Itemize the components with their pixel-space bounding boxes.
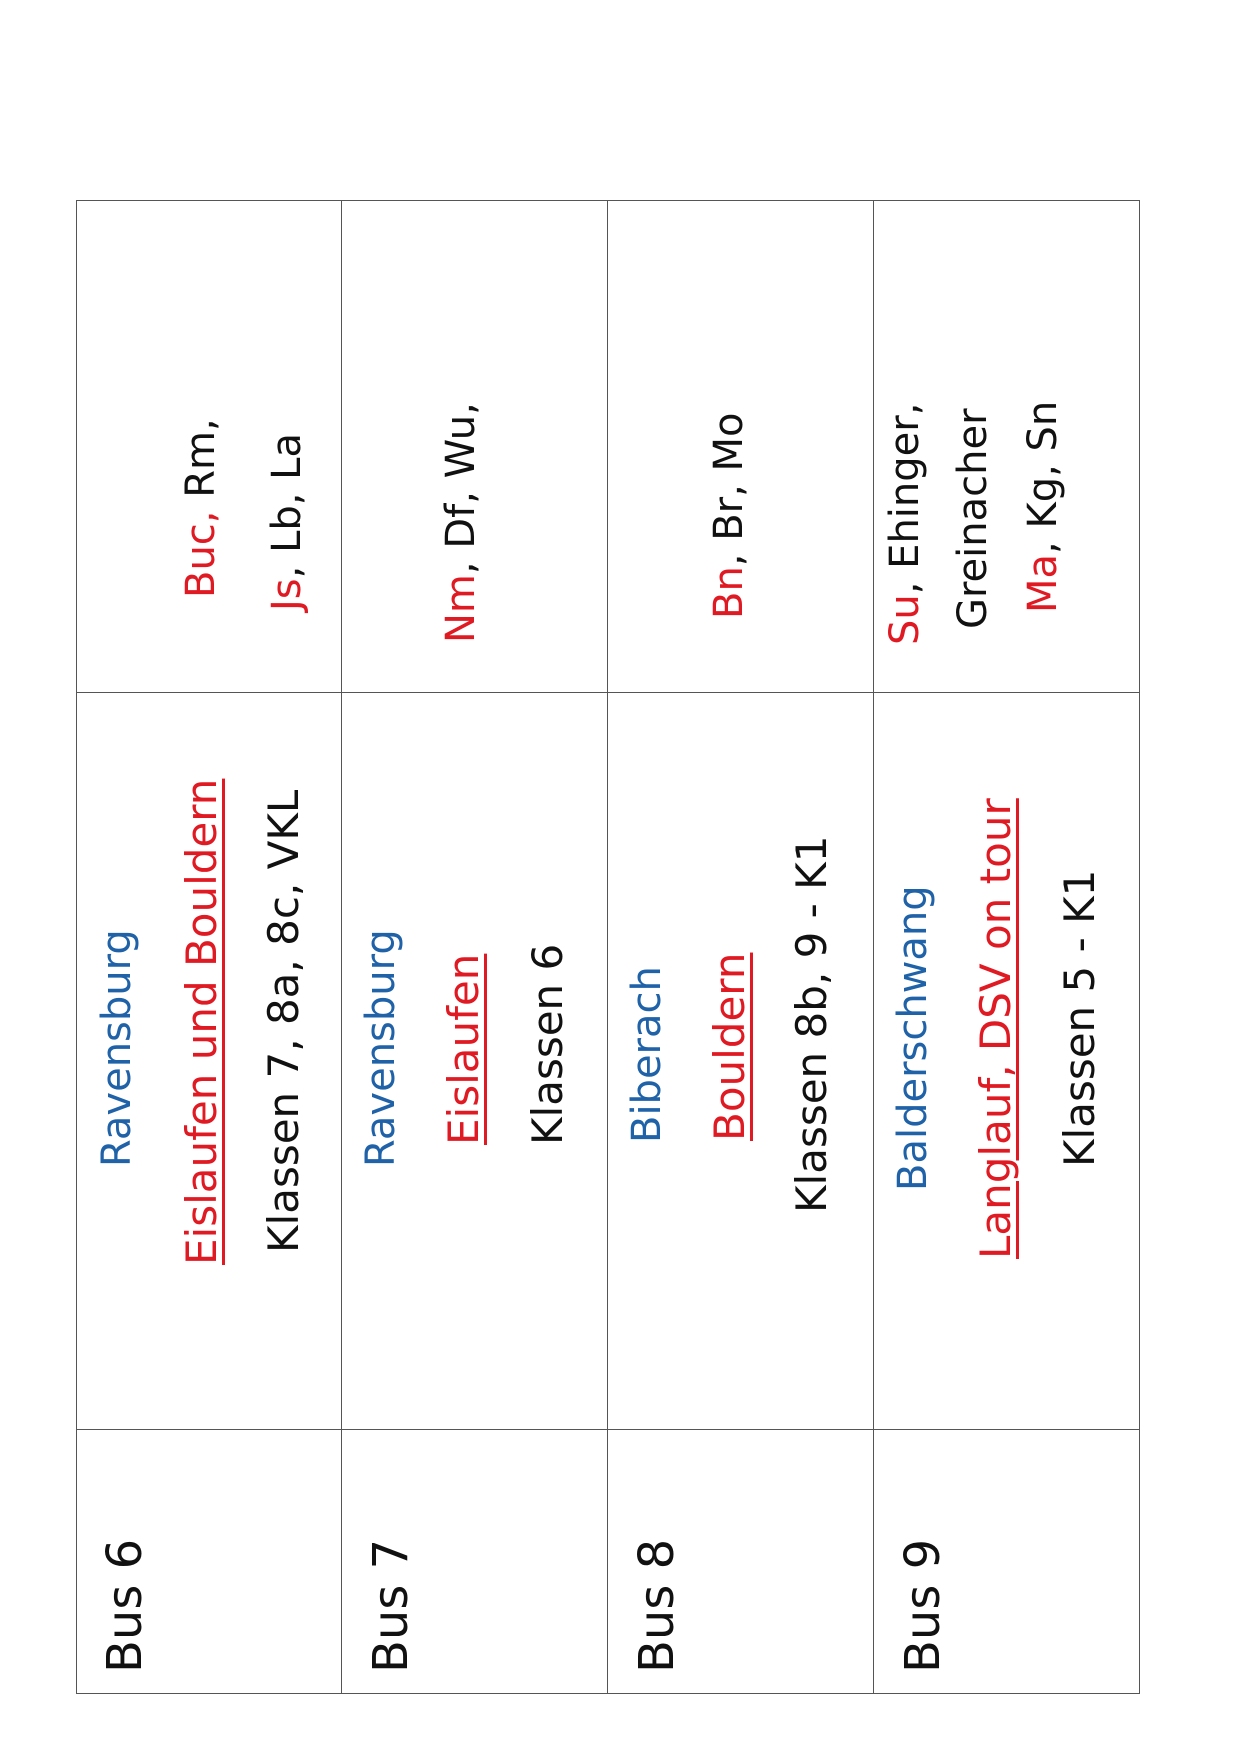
supervisor-highlight: Buc,: [178, 510, 224, 598]
destination: Ravensburg: [358, 929, 404, 1167]
supervisors-line-2: Greinacher: [950, 408, 996, 629]
bus-label: Bus 7: [363, 1538, 419, 1673]
bus-table: [76, 200, 1140, 1694]
supervisor-highlight: Js: [264, 578, 310, 611]
classes: Klassen 7, 8a, 8c, VKL: [259, 789, 308, 1253]
supervisor-highlight: Su: [882, 594, 928, 645]
classes: Klassen 5 - K1: [1055, 869, 1104, 1167]
supervisor-names: , Df, Wu,: [438, 402, 484, 575]
supervisor-names: , Kg, Sn: [1020, 400, 1066, 554]
row-divider-1: [341, 201, 342, 1693]
activity: Bouldern: [705, 952, 754, 1141]
row-divider-2: [607, 201, 608, 1693]
supervisor-highlight: Ma: [1020, 553, 1066, 613]
bus-label: Bus 6: [97, 1538, 153, 1673]
classes: Klassen 6: [523, 943, 572, 1145]
column-divider-2: [77, 692, 1139, 693]
supervisor-names: , Lb, La: [264, 433, 310, 579]
supervisor-names: , Ehinger,: [882, 402, 928, 595]
supervisor-names: , Br, Mo: [706, 412, 752, 567]
destination: Biberach: [624, 966, 670, 1143]
activity: Eislaufen: [439, 953, 488, 1145]
supervisors-line-1: [178, 418, 224, 598]
destination: Balderschwang: [890, 885, 936, 1191]
supervisors-line-3: [1020, 400, 1066, 613]
bus-label: Bus 8: [629, 1538, 685, 1673]
supervisors-line-2: [264, 433, 310, 611]
supervisors-line-1: [438, 402, 484, 643]
supervisors-line-1: [882, 402, 928, 645]
supervisors-line-1: [706, 412, 752, 619]
classes: Klassen 8b, 9 - K1: [787, 835, 836, 1213]
column-divider-1: [77, 1429, 1139, 1430]
bus-label: Bus 9: [895, 1538, 951, 1673]
activity: Langlauf, DSV on tour: [971, 798, 1020, 1259]
supervisor-highlight: Nm: [438, 574, 484, 643]
supervisor-highlight: Bn: [706, 566, 752, 619]
supervisor-names: Rm,: [178, 418, 224, 511]
activity: Eislaufen und Bouldern: [177, 778, 226, 1265]
row-divider-3: [873, 201, 874, 1693]
destination: Ravensburg: [94, 929, 140, 1167]
